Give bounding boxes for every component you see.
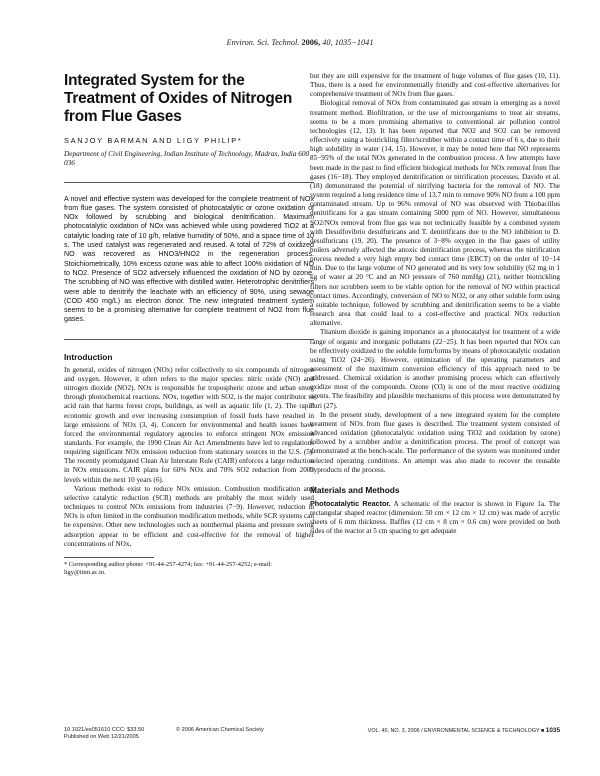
- introduction-paragraph-1: In general, oxides of nitrogen (NOx) refer collectively to six compounds of nitrogen and oxygen. However, it often refers to the major species: nitric oxide (NO) and nitrogen dioxide (NO2). NOx is responsible for tropospheric ozone and urban smog through photochemical reactions. NOx, together with SO2, is the major contributor to acid rain that harms forest crops, buildings, as well as aquatic life (1, 2). The rapid economic growth and ever increasing consumption of fossil fuels have resulted in large emissions of NOx (3, 4). Concern for environmental and health issues have forced the environmental regulatory agencies to enforce stringent NOx emission standards. For example, the 1990 Clean Air Act Amendments have led to regulations requiring significant NOx emission reduction from stationary sources in the U.S. (5). The recently promulgated Clean Air Interstate Rule (CAIR) enforces a large reduction in NOx emissions. CAIR plans for 60% NOx and 70% SO2 reduction from 2003 levels within the next 10 years (6).: [64, 365, 314, 484]
- introduction-heading: Introduction: [64, 351, 113, 362]
- journal-volume: 40,: [322, 38, 333, 47]
- body-paragraph-4: In the present study, development of a new integrated system for the complete treatment of NOx from flue gases is described. The treatment system consisted of advanced oxidation (photocatalytic oxidation using TiO2 and oxidation by ozone) followed by a scrubber and/or a denitrification process. The proof of concept was demonstrated at the bench-scale. The performance of the system was monitored under selected operating conditions. An attempt was also made to recover the reusable byproducts of the process.: [310, 410, 560, 474]
- title-divider: [64, 182, 314, 183]
- footer-doi: 10.1021/es051610 CCC: $33.50: [64, 727, 145, 733]
- footer-published: Published on Web 12/21/2005: [64, 734, 139, 740]
- footer-issue: VOL. 40, NO. 3, 2006 / ENVIRONMENTAL SCIENCE & TECHNOLOGY: [367, 728, 540, 734]
- abstract-divider: [64, 339, 314, 340]
- abstract: A novel and effective system was developed for the complete treatment of NOx from flue gases. The system consisted of photocatalytic or ozone oxidation of NOx followed by scrubbing and biological denitrification. Maximum photocatalytic oxidation of NOx was achieved while using powdered TiO2 at a catalytic loading rate of 10 g/h, relative humidity of 50%, and a space time of 10 s. The used catalyst was regenerated and reused. A total of 72% of oxidized NO was recovered as HNO3/HNO2 in the regeneration process. Stoichiometrically, 10% excess ozone was able to affect 100% oxidation of NO to NO2. Presence of SO2 adversely influenced the oxidation of NO by ozone. The scrubbing of NO was effective with distilled water. Heterotrophic denitrifiers were able to denitrify the leachate with an efficiency of 90%, using sewage (COD 450 mg/L) as electron donor. The new integrated treatment system seems to be a promising alternative for complete treatment of NO2 from flue gases.: [64, 194, 314, 324]
- article-title: Integrated System for the Treatment of Oxides of Nitrogen from Flue Gases: [64, 72, 293, 125]
- body-paragraph-2: Biological removal of NOx from contaminated gas stream is emerging as a novel treatment method. Biofiltration, or the use of microorganisms to treat air streams, seems to be a more promising alternative to conventional air pollution control technologies (12, 13). It has been reported that NO2 and SO2 can be removed effectively using a biotrickling filter/scrubber within a contact time of 6 s, due to their high solubility in water (14, 15). However, it may be noted here that NO represents 85−95% of the total NOx generated in the combustion process. A few attempts have been made in the past to find efficient biological methods for NOx removal from flue gases (16−18). They employed denitrification or nitrification processes. Davido et al. (18) demonstrated the potential of nitrifying bacteria for the removal of NO. The system required a long residence time of 13.7 min to remove 90% NO from a 100 ppm contaminated stream. Up to 96% removal of NO was observed with Thiobacillus denitrificans for a gas stream containing 5000 ppm of NO. However, simultaneous SO2/NOx removal from flue gas was not technically feasible by a combined system with Desulfovibrio desulfuricans and T. denitrificans due to the NO inhibition to D. desulfuricans (19, 20). The presence of 3−8% oxygen in the flue gases of utility boilers adversely affected the anoxic denitrification process, whereas the nitrification process needed a very high empty bed contact time (EBCT) on the order of 10−14 min. Due to the large volume of NO generated and its very low solubility (62 mg in 1 kg of water at 20 °C and an NO pressure of 760 mmHg) (21), neither biotrickling filters nor scrubbers seem to be viable option for the removal of NO within practical contact times. Accordingly, conversion of NO to NO2, or any other soluble form using a suitable technique, followed by scrubbing and denitrification seems to be a viable research area that could lead to a cost-effective and practical NOx reduction alternative.: [310, 99, 560, 328]
- footer-page-number: 1035: [545, 727, 560, 734]
- corresponding-author-footnote: * Corresponding author phone: +91-44-257-4274; fax: +91-44-257-4252; e-mail: ligy@iitm.ac.in.: [64, 560, 272, 576]
- journal-year: 2006,: [301, 38, 321, 47]
- introduction-paragraph-2: Various methods exist to reduce NOx emission. Combustion modification and selective catalytic reduction (SCR) methods are probably the most widely used techniques to control NOx emissions from industries (7−9). However, reduction in NOx is often limited in the combustion modification methods, while SCR systems can be expensive. Other new technologies such as nonthermal plasma and pressure swing adsorption appear to be efficient and cost-effective for the removal of higher concentrations of NOx,: [64, 484, 314, 548]
- author-affiliation: Department of Civil Engineering, Indian Institute of Technology, Madras, India 600 036: [64, 149, 310, 168]
- methods-paragraph-1: [310, 499, 560, 537]
- journal-header: [0, 38, 600, 47]
- body-paragraph-3: Titanium dioxide is gaining importance as a photocatalyst for treatment of a wide range of organic and inorganic pollutants (22−25). It has been reported that NOx can be effectively oxidized to the soluble form/forms by means of photocatalytic oxidation using TiO2 (24−26). However, optimization of the operating parameters and assessment of the maximum conversion efficiency of this approach need to be addressed. Chemical oxidation is another promising process which can effectively oxidize most of the compounds. Ozone (O3) is one of the most reactive oxidizing agents. The feasibility and plausible mechanisms of this process were demonstrated by Puri (27).: [310, 328, 560, 410]
- footer-left: [64, 727, 144, 741]
- author-list: SANJOY BARMAN AND LIGY PHILIP*: [64, 136, 243, 145]
- footer-separator-icon: ■: [541, 728, 545, 734]
- journal-name: Environ. Sci. Technol.: [226, 38, 300, 47]
- journal-pages: 1035−1041: [334, 38, 374, 47]
- left-column: [64, 72, 314, 577]
- methods-run-in-heading: Photocatalytic Reactor.: [310, 498, 391, 508]
- methods-paragraph-text: A schematic of the reactor is shown in Figure 1a. The rectangular shaped reactor (dimension: 50 cm × 12 cm × 12 cm) was made of acrylic sheets of 6 mm thickness. Baffles (12 cm × 8 cm × 0.6 cm) were provided on both sides of the reactor at 5 cm spacing to get adequate: [310, 499, 560, 536]
- body-paragraph-1: but they are still expensive for the treatment of huge volumes of flue gases (10, 11). Thus, there is a need for environmentally friendly and cost-effective alternatives for comprehensive treatment of NOx from flue gases.: [310, 72, 560, 99]
- footer-copyright: © 2006 American Chemical Society: [176, 727, 264, 733]
- methods-heading: Materials and Methods: [310, 484, 400, 495]
- footer-right: [368, 727, 560, 735]
- right-column: [310, 72, 560, 537]
- footnote-divider: [64, 557, 154, 558]
